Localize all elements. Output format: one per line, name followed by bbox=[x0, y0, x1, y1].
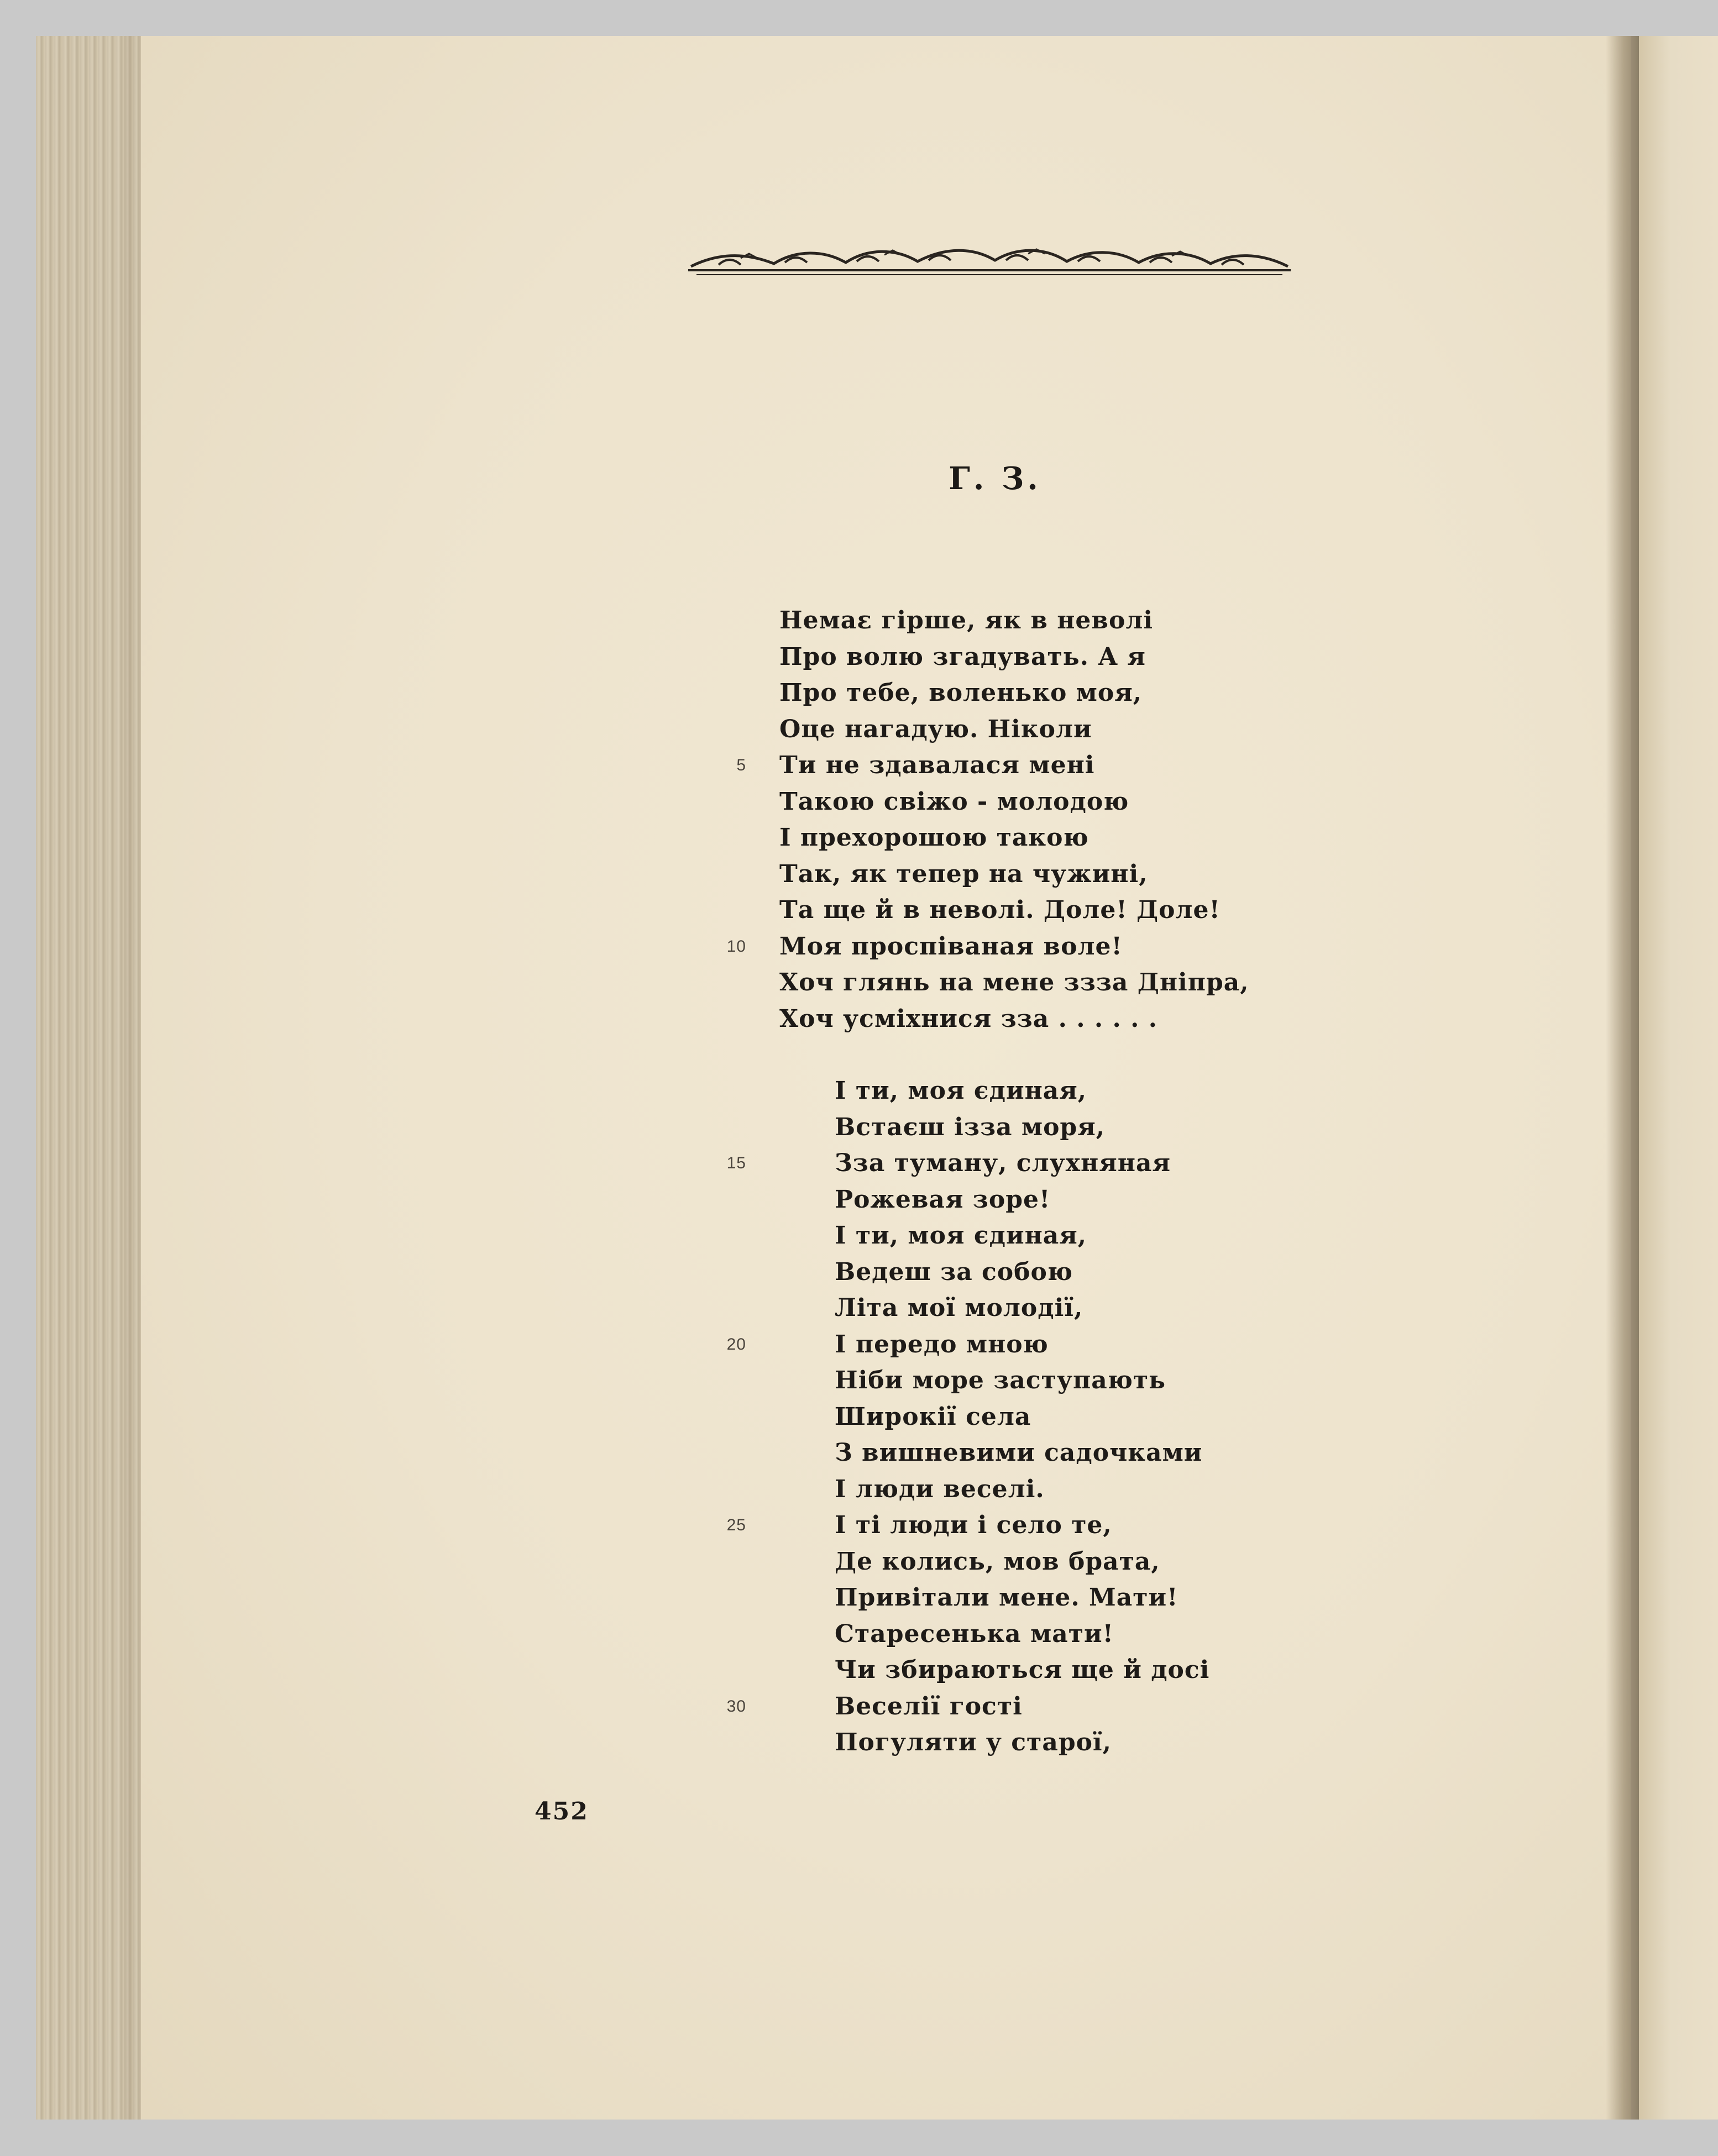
verse-text: Немаɛ гірше, як в неволі bbox=[779, 606, 1154, 634]
line-number: 25 bbox=[726, 1516, 746, 1534]
verse-text: Літа мої молодії, bbox=[835, 1294, 1083, 1322]
verse-line bbox=[719, 1507, 1327, 1544]
verse-line bbox=[719, 1652, 1327, 1688]
verse-line bbox=[719, 1073, 1327, 1109]
verse-line bbox=[719, 1182, 1327, 1218]
page-number: 452 bbox=[535, 1797, 589, 1825]
decorative-ornament bbox=[685, 242, 1293, 280]
verse-line bbox=[719, 1544, 1327, 1580]
verse-text: Погуляти у старої, bbox=[835, 1728, 1112, 1756]
verse-text: Оце нагадую. Ніколи bbox=[779, 715, 1092, 743]
verse-line bbox=[719, 1001, 1327, 1037]
verse-line bbox=[719, 964, 1327, 1001]
verse-text: Такою свіжо - молодою bbox=[779, 787, 1129, 816]
verse-text: Де колись, мов брата, bbox=[835, 1547, 1160, 1576]
verse-line bbox=[719, 1616, 1327, 1653]
verse-text: І люди веселі. bbox=[835, 1475, 1045, 1503]
verse-line bbox=[719, 929, 1327, 965]
verse-line bbox=[719, 1435, 1327, 1471]
adjacent-page-edge bbox=[1639, 36, 1718, 2120]
verse-text: Про волю згадувать. А я bbox=[779, 642, 1146, 671]
verse-text: Ти не здавалася мені bbox=[779, 751, 1095, 779]
poem-text bbox=[719, 602, 1327, 1761]
stanza-break bbox=[719, 1037, 1327, 1073]
verse-line bbox=[719, 1471, 1327, 1508]
line-number: 10 bbox=[726, 937, 746, 956]
verse-line bbox=[719, 711, 1327, 748]
verse-text: І передо мною bbox=[835, 1330, 1049, 1358]
verse-line bbox=[719, 784, 1327, 820]
verse-line bbox=[719, 1290, 1327, 1326]
verse-line bbox=[719, 820, 1327, 856]
verse-line bbox=[719, 639, 1327, 675]
verse-line bbox=[719, 1399, 1327, 1435]
verse-line bbox=[719, 675, 1327, 711]
line-number: 20 bbox=[726, 1335, 746, 1354]
verse-text: Хоч усміхнися зза . . . . . . bbox=[779, 1004, 1158, 1033]
line-number: 5 bbox=[736, 756, 746, 774]
verse-line bbox=[719, 1109, 1327, 1146]
verse-text: Зза туману, слухняная bbox=[835, 1149, 1171, 1177]
verse-text: Встаєш ізза моря, bbox=[835, 1113, 1106, 1141]
verse-line bbox=[719, 1254, 1327, 1291]
book-page-edges bbox=[36, 36, 141, 2120]
verse-text: Веселії гості bbox=[835, 1692, 1023, 1720]
verse-line bbox=[719, 1580, 1327, 1616]
verse-text: Про тебе, воленько моя, bbox=[779, 679, 1143, 707]
verse-text: Рожевая зоре! bbox=[835, 1185, 1051, 1214]
verse-text: Хоч глянь на мене ззза Дніпра, bbox=[779, 968, 1249, 996]
verse-line bbox=[719, 1362, 1327, 1399]
verse-text: І прехорошою такою bbox=[779, 823, 1089, 852]
verse-text: Так, як тепер на чужині, bbox=[779, 859, 1148, 888]
verse-line bbox=[719, 1688, 1327, 1725]
verse-text: І ти, моя єдиная, bbox=[835, 1221, 1087, 1250]
line-number: 15 bbox=[726, 1154, 746, 1172]
verse-text: Ніби море заступають bbox=[835, 1366, 1166, 1394]
verse-line bbox=[719, 747, 1327, 784]
verse-text: Та ще й в неволі. Доле! Доле! bbox=[779, 896, 1221, 924]
book-gutter-shadow bbox=[1606, 36, 1639, 2120]
verse-line bbox=[719, 892, 1327, 929]
verse-text: І ти, моя єдиная, bbox=[835, 1077, 1087, 1105]
verse-text: Моя проспіваная воле! bbox=[779, 932, 1123, 961]
poem-title: Г. З. bbox=[949, 460, 1041, 497]
verse-text: Чи збираються ще й досі bbox=[835, 1656, 1210, 1684]
stanza-1 bbox=[719, 602, 1327, 1037]
verse-text: Широкії села bbox=[835, 1402, 1031, 1431]
verse-text: Привітали мене. Мати! bbox=[835, 1583, 1178, 1612]
verse-text: Старесенька мати! bbox=[835, 1619, 1114, 1648]
verse-text: Ведеш за собою bbox=[835, 1257, 1073, 1286]
verse-text: І ті люди і село те, bbox=[835, 1511, 1112, 1539]
verse-line bbox=[719, 1326, 1327, 1363]
verse-line bbox=[719, 602, 1327, 639]
verse-line bbox=[719, 1724, 1327, 1761]
verse-text: З вишневими садочками bbox=[835, 1439, 1203, 1467]
verse-line bbox=[719, 1218, 1327, 1254]
stanza-2 bbox=[719, 1073, 1327, 1761]
verse-line bbox=[719, 1145, 1327, 1182]
verse-line bbox=[719, 856, 1327, 893]
line-number: 30 bbox=[726, 1697, 746, 1716]
